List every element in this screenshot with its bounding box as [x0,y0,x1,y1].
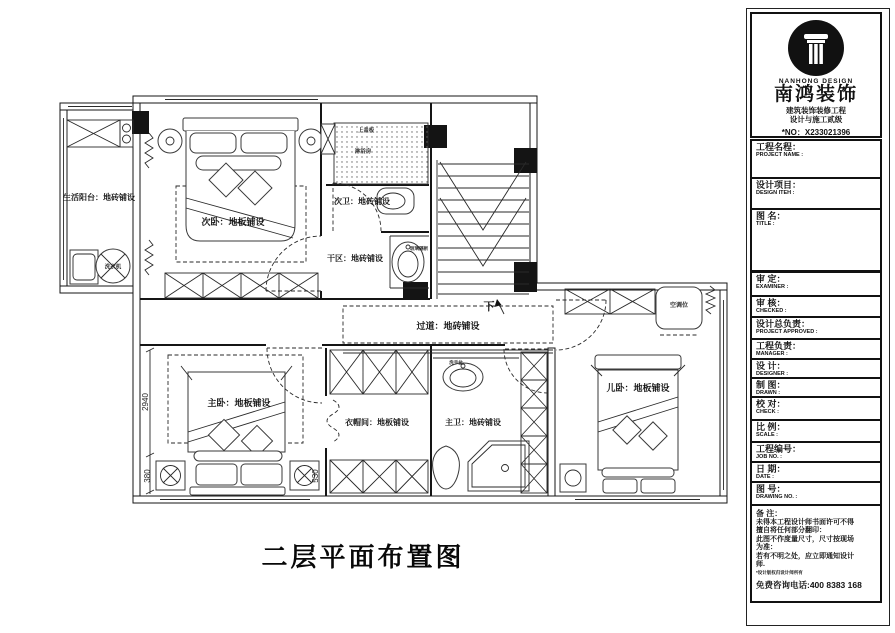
dimension-380: 380 [143,469,152,483]
title-block [746,8,890,626]
titleblock-field-2: 图 名： TITLE : [750,208,882,272]
master-bedroom [156,355,319,495]
master-bath [433,349,548,493]
note-line: 此图不作度量尺寸，尺寸按现场 [756,535,854,543]
titleblock-field-7: 设 计： DESIGNER : [750,358,882,382]
drawing-title: 二层平面布置图 [261,542,465,572]
dimension-2940: 2940 [141,393,150,411]
note-line: 未得本工程设计师书面许可不得 [756,518,854,526]
kids-bedroom-label: 儿卧：地板铺设 [606,383,670,393]
second-bath-label: 次卫：地砖铺设 [334,197,390,206]
dry-area [327,236,429,288]
dimension-530: 530 [311,469,320,483]
washing-machine [96,249,130,283]
hand-basin-label: 洗手盆 [449,360,463,365]
titleblock-notes [750,504,882,603]
note-line: 若有不明之处，应立即通知设计 [756,552,854,560]
stairs-down-label: 下 [483,301,495,313]
cloakroom [327,350,428,493]
cert-number: *NO：X233021396 [781,127,851,137]
ac-unit-label: 空调位 [669,303,689,309]
titleblock-field-6: 工程负责： MANAGER : [750,338,882,363]
cert-line-2: 设计与施工贰级 [789,115,843,125]
balcony-label: 生活阳台：地砖铺设 [63,193,135,202]
titleblock-field-1: 设计项目： DESIGN ITEH : [750,177,882,211]
dry-area-label: 干区：地砖铺设 [327,254,383,263]
notes-title: 备 注： [756,509,783,518]
titleblock-field-3: 审 定： EXAMINER : [750,271,882,299]
titleblock-field-5: 设计总负责： PROJECT APPROVED : [750,316,882,343]
master-bedroom-label: 主卧：地板铺设 [207,398,271,408]
washing-machine-label: 洗衣机 [104,264,122,271]
cert-line-1: 建筑装饰装修工程 [786,105,846,115]
glass-partition-label: 玻璃隔断 [410,246,428,251]
notes-hotline: 免费咨询电话:400 8383 168 [756,579,862,590]
titleblock-field-12: 日 期： DATE : [750,461,882,486]
company-logo-icon [788,20,844,76]
corridor-label: 过道：地砖铺设 [416,321,480,331]
note-line: 为准： [756,544,777,552]
notes-copyright: *设计版权归设计师所有 [756,569,803,575]
titleblock-field-13: 图 号： DRAWING NO. : [750,481,882,506]
second-bath [321,123,428,231]
kids-bedroom [556,286,715,493]
titleblock-note-lines [756,519,876,570]
second-bedroom [158,118,323,298]
cloakroom-label: 衣帽间：地板铺设 [345,418,409,427]
master-bath-label: 主卫：地砖铺设 [445,418,501,427]
shower-room-label: 淋浴房 [354,149,372,155]
note-line: 擅自将任何部分翻印： [756,527,826,535]
titleblock-field-4: 审 核： CHECKED : [750,295,882,321]
note-line: 师. [756,561,765,569]
second-bedroom-label: 次卧：地板铺设 [201,217,265,227]
ac-unit [656,286,715,335]
titleblock-field-9: 校 对： CHECK : [750,396,882,423]
titleblock-field-10: 比 例： SCALE : [750,419,882,445]
column-icon [798,30,834,66]
brand-name-en: NANHONG DESIGN [778,78,854,85]
company-logo-box [750,12,882,138]
flip-cover-label: 上盖板 [357,128,375,134]
titleblock-field-8: 制 图： DRAWN : [750,377,882,401]
brand-name-cn: 南鸿装饰 [773,84,858,105]
titleblock-field-0: 工程名程： PROJECT NAME : [750,139,882,181]
titleblock-field-11: 工程编号： JOB NO. : [750,441,882,466]
